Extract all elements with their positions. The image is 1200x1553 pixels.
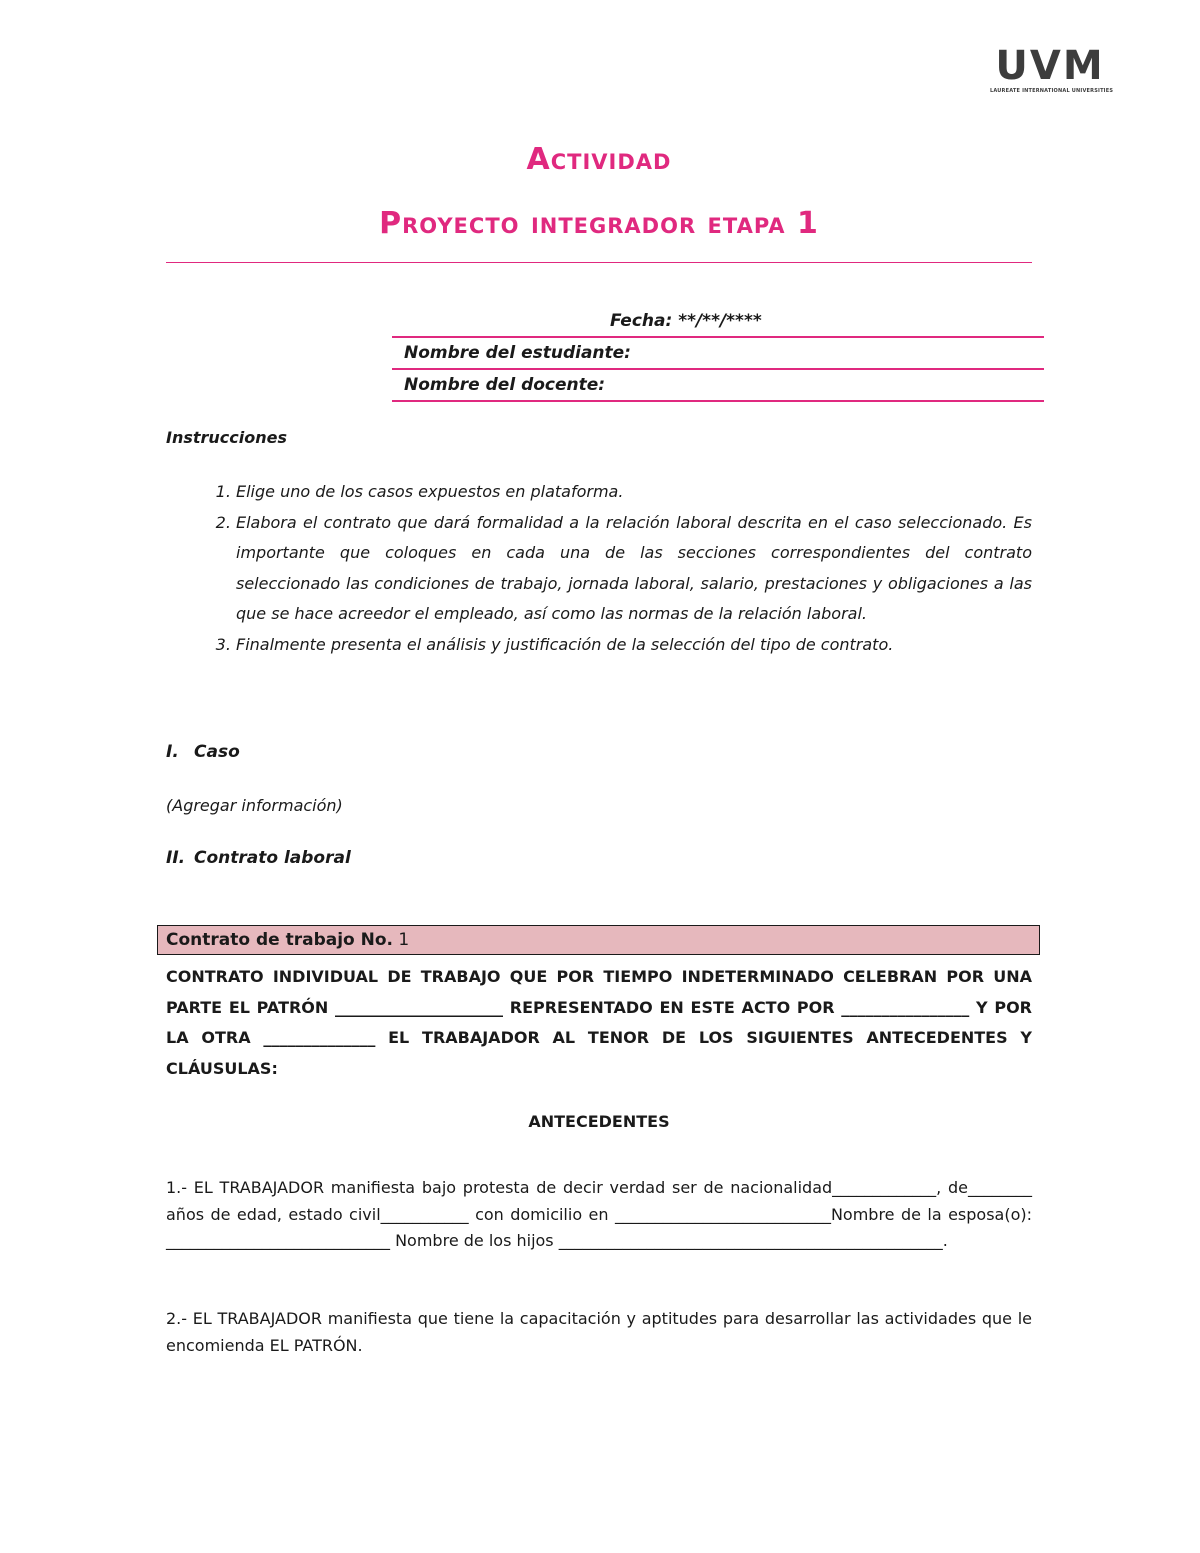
antecedente-2: 2.- EL TRABAJADOR manifiesta que tiene la capacitación y aptitudes para desarrollar las actividades que le encomienda EL PATRÓN. <box>166 1309 1032 1355</box>
contract-intro: CONTRATO INDIVIDUAL DE TRABAJO QUE POR TIEMPO INDETERMINADO CELEBRAN POR UNA PARTE EL PATRÓN _____________________ REPRESENTADO EN ESTE ACTO POR ________________ Y POR LA OTRA ______________ EL TRABAJADOR AL TENOR DE LOS SIGUIENTES ANTECEDENTES Y CLÁUSULAS: <box>166 967 1032 1078</box>
list-item: 1. Elige uno de los casos expuestos en plataforma. <box>236 477 1032 508</box>
section-number: II. <box>166 848 186 868</box>
logo-mark: UVM <box>995 43 1105 89</box>
instructions-heading: Instrucciones <box>166 428 288 447</box>
student-info-table <box>392 306 1044 402</box>
teacher-name-field[interactable]: Nombre del docente: <box>392 370 1044 402</box>
title-divider <box>166 262 1032 263</box>
section-contrato-heading <box>166 848 351 868</box>
student-name-field[interactable]: Nombre del estudiante: <box>392 338 1044 370</box>
document-title <box>166 140 1032 244</box>
instructions-list <box>166 477 1032 660</box>
antecedente-1: 1.- EL TRABAJADOR manifiesta bajo protesta de decir verdad ser de nacionalidad_____________, de________ años de edad, estado civil___________ con domicilio en ___________________________Nombre de la esposa(o): ____________________________ Nombre de los hijos ________________________________________________. <box>166 1178 1032 1250</box>
section-title: Caso <box>194 742 240 762</box>
date-field[interactable]: Fecha: **/**/**** <box>392 306 1044 338</box>
logo-subtext: LAUREATE INTERNATIONAL UNIVERSITIES <box>990 88 1114 94</box>
antecedentes-heading: ANTECEDENTES <box>528 1112 670 1131</box>
contract-number-box <box>157 925 1040 955</box>
title-activity: Actividad <box>526 142 672 177</box>
list-item: 3. Finalmente presenta el análisis y justificación de la selección del tipo de contrato. <box>236 630 1032 661</box>
title-project: Proyecto integrador etapa 1 <box>379 206 819 241</box>
instructions-section <box>166 428 1032 660</box>
section-number: I. <box>166 742 179 762</box>
section-caso-heading <box>166 742 240 762</box>
caso-placeholder[interactable]: (Agregar información) <box>166 796 343 815</box>
list-item: 2. Elabora el contrato que dará formalidad a la relación laboral descrita en el caso seleccionado. Es importante que coloques en cada una de las secciones correspondientes del contrato seleccionado las condiciones de trabajo, jornada laboral, salario, prestaciones y obligaciones a las que se hace acreedor el empleado, así como las normas de la relación laboral. <box>236 508 1032 630</box>
contract-box-label: Contrato de trabajo No. <box>166 930 393 950</box>
section-title: Contrato laboral <box>194 848 351 868</box>
uvm-logo <box>990 43 1114 94</box>
contract-box-number: 1 <box>398 930 410 950</box>
